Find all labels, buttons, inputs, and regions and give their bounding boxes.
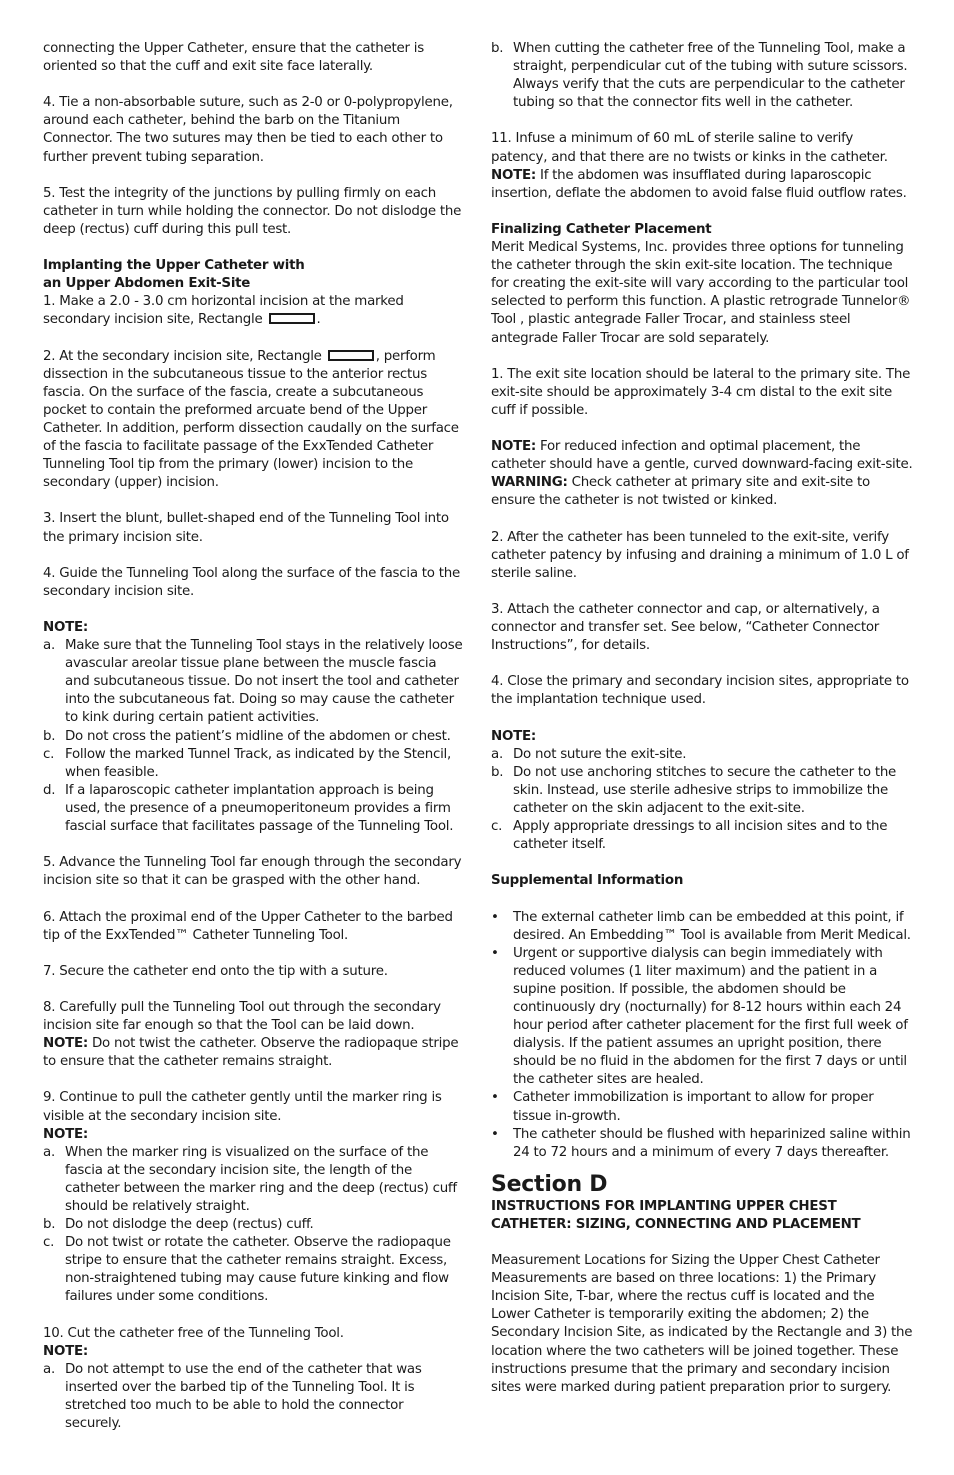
bullet-marker: • <box>491 1126 499 1142</box>
note-text: If the abdomen was insufflated during laparoscopic insertion, deflate the abdomen to avoid false fluid outflow rates. <box>491 167 907 201</box>
warning-text: Check catheter at primary site and exit-site to ensure the catheter is not twisted or kinked. <box>491 475 870 509</box>
section-title: Section D <box>491 1171 608 1197</box>
list-text: Follow the marked Tunnel Track, as indicated by the Stencil, when feasible. <box>65 746 452 780</box>
list-text: Do not cross the patient’s midline of the abdomen or chest. <box>65 728 451 744</box>
bullet-marker: • <box>491 1090 499 1106</box>
step-4-guide: 4. Guide the Tunneling Tool along the surface of the fascia to the secondary incision site. <box>43 565 460 599</box>
note-list-continued <box>491 40 913 112</box>
step-1-end: . <box>316 312 321 328</box>
step-5-advance: 5. Advance the Tunneling Tool far enough through the secondary incision site so that it can be grasped with the other hand. <box>43 855 462 889</box>
note-label: NOTE: <box>491 728 536 744</box>
list-marker: d. <box>43 782 56 798</box>
measurement-paragraph: Measurement Locations for Sizing the Upper Chest Catheter Measurements are based on three locations: 1) the Primary Incision Site, T-bar, where the rectus cuff is located and the Lower Catheter is temporarily exiting the abdomen; 2) the Secondary Incision Site, as indicated by the Rectangle and 3) the location where the two catheters will be joined together. These instructions presume that the primary and secondary incision sites were marked during patient preparation prior to surgery. <box>491 1253 913 1395</box>
step-11-note <box>491 167 913 203</box>
list-item <box>491 945 913 1090</box>
note-label: NOTE: <box>43 1343 88 1359</box>
right-column <box>491 40 913 1397</box>
step-11-infuse: 11. Infuse a minimum of 60 mL of sterile saline to verify patency, and that there are no twists or kinks in the catheter. <box>491 131 888 165</box>
step-1-incision <box>43 293 463 329</box>
paragraph-intro: connecting the Upper Catheter, ensure that the catheter is oriented so that the cuff and exit site face laterally. <box>43 41 424 75</box>
list-text: The external catheter limb can be embedded at this point, if desired. An Embedding™ Tool is available from Merit Medical. <box>513 909 911 943</box>
list-item <box>43 728 463 746</box>
list-marker: c. <box>43 746 55 762</box>
final-step-4: 4. Close the primary and secondary incision sites, appropriate to the implantation technique used. <box>491 674 909 708</box>
list-text: When cutting the catheter free of the Tunneling Tool, make a straight, perpendicular cut of the tubing with suture scissors. Always verify that the cuts are perpendicular to the catheter tubing so that the connector fits well in the catheter. <box>513 41 908 111</box>
list-marker: a. <box>43 1144 55 1160</box>
list-item <box>43 1144 463 1216</box>
list-marker: a. <box>43 638 55 654</box>
step-3-insert: 3. Insert the blunt, bullet-shaped end of the Tunneling Tool into the primary incision site. <box>43 511 449 545</box>
step-6-attach: 6. Attach the proximal end of the Upper Catheter to the barbed tip of the ExxTended™ Catheter Tunneling Tool. <box>43 909 453 943</box>
list-item <box>491 40 913 112</box>
list-text: Do not attempt to use the end of the catheter that was inserted over the barbed tip of the Tunneling Tool. It is stretched too much to be able to hold the connector securely. <box>65 1361 422 1432</box>
list-text: Do not suture the exit-site. <box>513 746 687 762</box>
step-8-note <box>43 1035 463 1071</box>
list-marker: a. <box>491 746 503 762</box>
step-9-continue: 9. Continue to pull the catheter gently until the marker ring is visible at the secondary incision site. <box>43 1090 442 1124</box>
list-item <box>491 1126 913 1162</box>
list-marker: b. <box>491 41 504 56</box>
left-column <box>43 40 463 1433</box>
final-step-3: 3. Attach the catheter connector and cap, or alternatively, a connector and transfer set. See below, “Catheter Connector Instructions”, for details. <box>491 601 880 654</box>
note-label: NOTE: <box>43 1126 88 1142</box>
note-text: Do not twist the catheter. Observe the radiopaque stripe to ensure that the catheter remains straight. <box>43 1036 459 1070</box>
list-text: Apply appropriate dressings to all incision sites and to the catheter itself. <box>513 819 888 853</box>
step-2-text-a: 2. At the secondary incision site, Rectangle <box>43 348 322 364</box>
heading-supplemental: Supplemental Information <box>491 873 684 889</box>
list-item <box>43 637 463 727</box>
list-text: Do not dislodge the deep (rectus) cuff. <box>65 1217 314 1233</box>
supplemental-list <box>491 909 913 1162</box>
list-item <box>491 909 913 945</box>
step-2-dissection <box>43 348 463 493</box>
step-1-text: 1. Make a 2.0 - 3.0 cm horizontal incision at the marked secondary incision site, Rectangle <box>43 294 404 328</box>
note-label: NOTE: <box>43 1036 88 1052</box>
finalizing-body: Merit Medical Systems, Inc. provides three options for tunneling the catheter through the skin exit-site location. The technique for creating the exit-site will vary according to the particular tool selected to perform this function. A plastic retrograde Tunnelor® Tool , plastic antegrade Faller Trocar, and stainless steel antegrade Faller Trocar are sold separately. <box>491 240 911 346</box>
note-label: NOTE: <box>491 439 536 455</box>
list-text: When the marker ring is visualized on the surface of the fascia at the secondary incision site, the length of the catheter between the marker ring and the deep (rectus) cuff should be relatively straight. <box>65 1144 457 1214</box>
list-marker: a. <box>43 1361 55 1377</box>
list-marker: b. <box>491 764 504 780</box>
bullet-marker: • <box>491 909 499 925</box>
list-text: Do not twist or rotate the catheter. Observe the radiopaque stripe to ensure that the catheter remains straight. Excess, non-straightened tubing may cause future kinking and flow failures under some conditions. <box>65 1235 451 1305</box>
step-8-pull: 8. Carefully pull the Tunneling Tool out through the secondary incision site far enough so that the Tool can be laid down. <box>43 999 441 1034</box>
heading-finalizing: Finalizing Catheter Placement <box>491 221 712 237</box>
list-marker: c. <box>43 1235 55 1251</box>
note-label: NOTE: <box>43 620 88 635</box>
list-marker: b. <box>43 728 56 744</box>
list-marker: c. <box>491 819 503 835</box>
list-item <box>43 782 463 836</box>
list-text: Catheter immobilization is important to allow for proper tissue in-growth. <box>513 1090 874 1124</box>
note-label: NOTE: <box>491 167 536 183</box>
list-item <box>491 764 913 818</box>
list-item <box>491 818 913 854</box>
list-text: If a laparoscopic catheter implantation approach is being used, the presence of a pneumoperitoneum provides a firm fascial surface that facilitates passage of the Tunneling Tool. <box>65 782 454 835</box>
step-5-connector: 5. Test the integrity of the junctions by pulling firmly on each catheter in turn while holding the connector. Do not dislodge the deep (rectus) cuff during this pull test. <box>43 185 462 237</box>
heading-implanting-line2: an Upper Abdomen Exit-Site <box>43 276 251 292</box>
note-list-b <box>43 1144 463 1307</box>
final-step-1: 1. The exit site location should be lateral to the primary site. The exit-site should be approximately 3-4 cm distal to the exit site cuff if possible. <box>491 366 911 418</box>
list-item <box>491 746 913 764</box>
heading-implanting-line1: Implanting the Upper Catheter with <box>43 258 305 274</box>
list-text: Urgent or supportive dialysis can begin immediately with reduced volumes (1 liter maximum) and the patient in a supine position. If possible, the abdomen should be continuously dry (nocturnally) for 8-12 hours within each 24 hour period after catheter placement for the first full week of dialysis. If the patient assumes an upright position, there should be no fluid in the abdomen for the first 7 days or until the catheter sites are healed. <box>513 945 908 1088</box>
final-note <box>491 438 913 474</box>
bullet-marker: • <box>491 945 499 961</box>
note-list-c <box>43 1361 463 1433</box>
list-marker: b. <box>43 1217 56 1233</box>
final-warning <box>491 474 913 510</box>
note-list-d <box>491 746 913 855</box>
section-subtitle-line1: INSTRUCTIONS FOR IMPLANTING UPPER CHEST <box>491 1198 837 1214</box>
list-item <box>43 1216 463 1234</box>
warning-label: WARNING: <box>491 475 568 491</box>
list-item <box>43 1234 463 1306</box>
step-10-cut: 10. Cut the catheter free of the Tunneling Tool. <box>43 1325 344 1341</box>
final-step-2: 2. After the catheter has been tunneled to the exit-site, verify catheter patency by infusing and draining a minimum of 1.0 L of sterile saline. <box>491 529 909 581</box>
list-text: The catheter should be flushed with heparinized saline within 24 to 72 hours and a minimum of every 7 days thereafter. <box>513 1126 911 1160</box>
rectangle-icon <box>269 313 315 324</box>
note-list-a <box>43 637 463 836</box>
step-2-text-b: , perform dissection in the subcutaneous tissue to the anterior rectus fascia. On the surface of the fascia, create a subcutaneous pocket to contain the preformed arcuate bend of the Upper Catheter. In addition, perform dissection caudally on the surface of the fascia to facilitate passage of the ExxTended Catheter Tunneling Tool tip from the primary (lower) incision to the secondary (upper) incision. <box>43 348 459 491</box>
section-subtitle-line2: CATHETER: SIZING, CONNECTING AND PLACEMENT <box>491 1216 861 1232</box>
rectangle-icon <box>328 350 374 361</box>
list-text: Do not use anchoring stitches to secure the catheter to the skin. Instead, use sterile adhesive strips to immobilize the catheter on the skin adjacent to the exit-site. <box>513 764 897 816</box>
step-7-secure: 7. Secure the catheter end onto the tip with a suture. <box>43 963 388 979</box>
step-4-connector: 4. Tie a non-absorbable suture, such as 2-0 or 0-polypropylene, around each catheter, behind the barb on the Titanium Connector. The two sutures may then be tied to each other to further prevent tubing separation. <box>43 95 453 165</box>
list-item <box>43 746 463 782</box>
note-text: For reduced infection and optimal placement, the catheter should have a gentle, curved downward-facing exit-site. <box>491 439 913 473</box>
list-item <box>491 1089 913 1125</box>
list-item <box>43 1361 463 1433</box>
list-text: Make sure that the Tunneling Tool stays in the relatively loose avascular areolar tissue plane between the muscle fascia and subcutaneous tissue. Do not insert the tool and catheter into the subcutaneous fat. Doing so may cause the catheter to kink during certain patient activities. <box>65 638 463 726</box>
